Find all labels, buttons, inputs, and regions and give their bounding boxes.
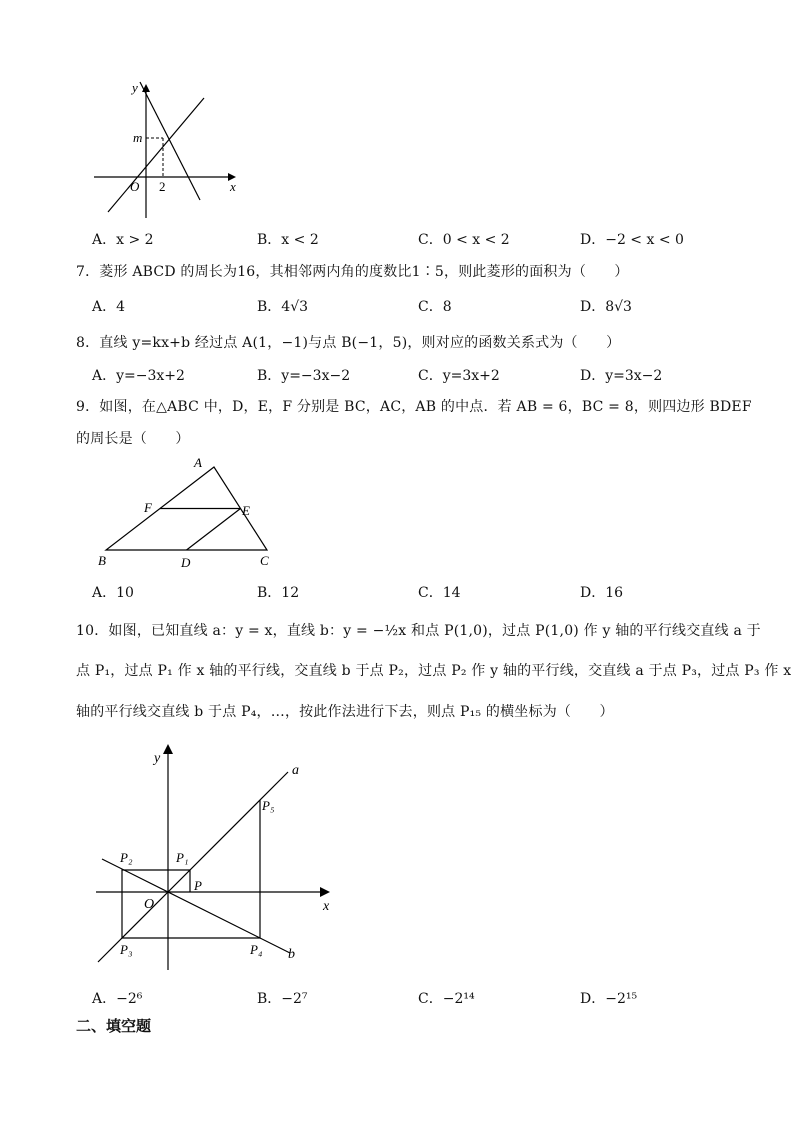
q8-option-d[interactable]: D．y=3x−2 — [580, 368, 663, 384]
q9-option-d[interactable]: D．16 — [580, 585, 624, 601]
segment-de — [187, 509, 241, 551]
q10-option-c[interactable]: C．−2¹⁴ — [418, 991, 475, 1007]
q9-option-c[interactable]: C．14 — [418, 585, 461, 601]
origin-label: O — [144, 897, 155, 912]
p2-label: P₂ — [120, 850, 133, 865]
p1-label: P₁ — [176, 850, 189, 865]
q6-option-c[interactable]: C．0 < x < 2 — [418, 232, 510, 248]
q8-option-a[interactable]: A．y=−3x+2 — [92, 368, 185, 384]
q6-option-a[interactable]: A．x > 2 — [92, 232, 154, 248]
label-e: E — [242, 503, 250, 518]
y-label: y — [154, 751, 161, 766]
q8-option-b[interactable]: B．y=−3x−2 — [257, 368, 351, 384]
q6-option-d[interactable]: D．−2 < x < 0 — [580, 232, 684, 248]
q10-option-b[interactable]: B．−2⁷ — [257, 991, 308, 1007]
q7-option-d[interactable]: D．8√3 — [580, 299, 632, 315]
q10-figure — [92, 738, 344, 976]
a-label: a — [292, 763, 299, 778]
m-label: m — [133, 130, 143, 145]
b-label: b — [288, 947, 295, 962]
q9-options — [92, 582, 732, 602]
q6-option-b[interactable]: B．x < 2 — [257, 232, 319, 248]
y-label: y — [132, 80, 138, 95]
q8-options — [92, 365, 732, 385]
q6-figure — [88, 72, 248, 222]
q10-options — [92, 988, 732, 1008]
q9-text-line1: 9．如图，在△ABC 中，D，E，F 分别是 BC，AC，AB 的中点．若 AB = 6，BC = 8，则四边形 BDEF — [76, 399, 752, 415]
x-axis-arrow — [320, 887, 330, 897]
label-f: F — [144, 500, 152, 515]
label-a: A — [194, 455, 202, 470]
label-d: D — [181, 555, 191, 570]
p4-label: P₄ — [250, 942, 263, 957]
q10-text-line3: 轴的平行线交直线 b 于点 P₄，…，按此作法进行下去，则点 P₁₅ 的横坐标为（ ） — [76, 704, 614, 720]
x-label: x — [230, 179, 236, 194]
p3-label: P₃ — [120, 942, 133, 957]
label-b: B — [98, 553, 106, 568]
q10-text-line2: 点 P₁，过点 P₁ 作 x 轴的平行线，交直线 b 于点 P₂，过点 P₂ 作 y 轴的平行线，交直线 a 于点 P₃，过点 P₃ 作 x — [76, 663, 792, 679]
q10-text-line1: 10．如图，已知直线 a：y = x，直线 b：y = −½x 和点 P(1,0)，过点 P(1,0) 作 y 轴的平行线交直线 a 于 — [76, 623, 761, 639]
q7-text: 7．菱形 ABCD 的周长为16，其相邻两内角的度数比1∶5，则此菱形的面积为（ ） — [76, 264, 629, 280]
p5-label: P₅ — [262, 798, 275, 813]
q10-option-a[interactable]: A．−2⁶ — [92, 991, 143, 1007]
line-decreasing — [140, 82, 200, 200]
q7-options — [92, 296, 732, 316]
q9-text-line2: 的周长是（ ） — [76, 431, 190, 447]
line-b — [102, 859, 290, 953]
q9-triangle-figure — [92, 455, 292, 573]
q6-options — [92, 229, 732, 249]
q7-option-a[interactable]: A．4 — [92, 299, 126, 315]
q9-option-a[interactable]: A．10 — [92, 585, 134, 601]
p-label: P — [194, 878, 202, 893]
line-increasing — [108, 98, 204, 212]
section-heading-fill-in-blank: 二、填空题 — [76, 1017, 152, 1035]
q8-option-c[interactable]: C．y=3x+2 — [418, 368, 500, 384]
origin-label: O — [130, 179, 140, 194]
q8-text: 8．直线 y=kx+b 经过点 A(1，−1)与点 B(−1，5)，则对应的函数关系式为（ ） — [76, 335, 621, 351]
q7-option-c[interactable]: C．8 — [418, 299, 452, 315]
q7-option-b[interactable]: B．4√3 — [257, 299, 309, 315]
y-axis-arrow — [163, 744, 173, 754]
q9-option-b[interactable]: B．12 — [257, 585, 300, 601]
label-c: C — [260, 553, 269, 568]
two-label: 2 — [159, 179, 166, 194]
q10-option-d[interactable]: D．−2¹⁵ — [580, 991, 638, 1007]
x-label: x — [323, 899, 330, 914]
